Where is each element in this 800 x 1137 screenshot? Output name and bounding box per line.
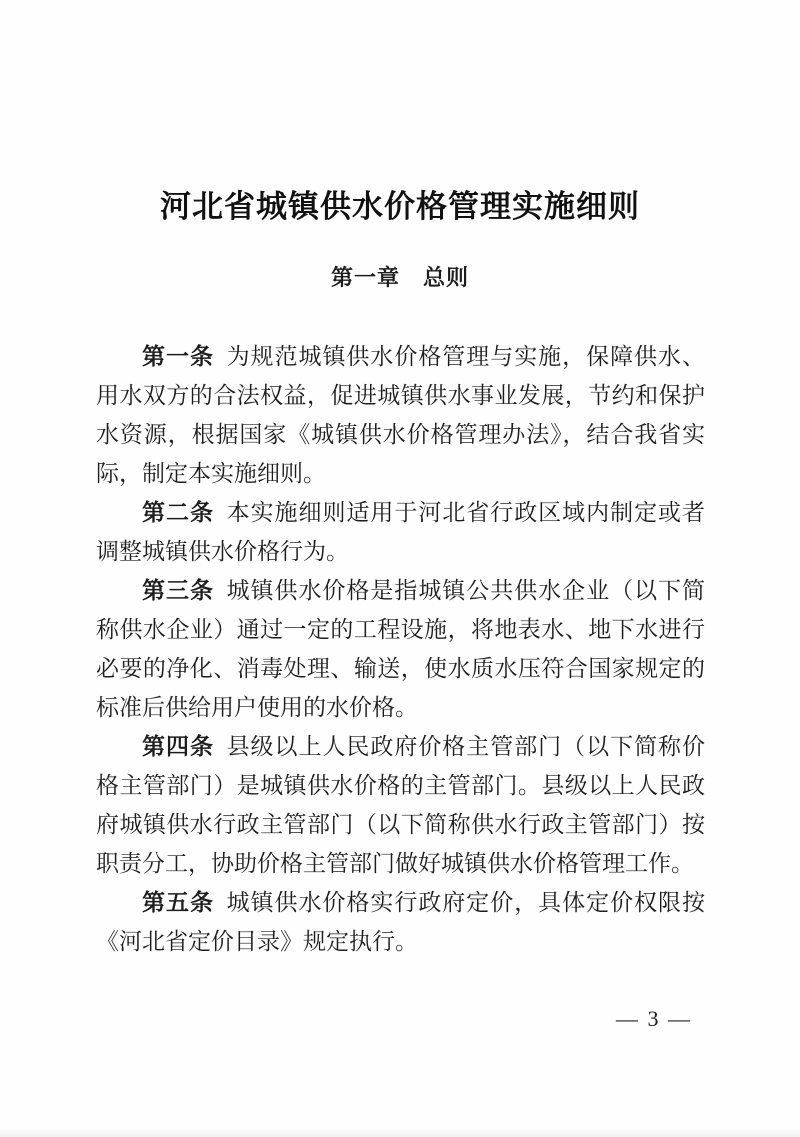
article-label: 第五条	[142, 890, 214, 915]
chapter-heading: 第一章 总则	[330, 265, 469, 290]
article-paragraph	[96, 727, 705, 883]
article-label: 第四条	[142, 734, 214, 759]
article-text: 为规范城镇供水价格管理与实施，保障供水、用水双方的合法权益，促进城镇供水事业发展，节约和保护水资源，根据国家《城镇供水价格管理办法》，结合我省实际，制定本实施细则。	[96, 344, 706, 486]
article-label: 第三条	[142, 578, 214, 603]
article-paragraph	[96, 571, 705, 727]
article-text: 城镇供水价格是指城镇公共供水企业（以下简称供水企业）通过一定的工程设施，将地表水、地下水进行必要的净化、消毒处理、输送，使水质水压符合国家规定的标准后供给用户使用的水价格。	[96, 578, 706, 720]
page-number: — 3 —	[616, 1006, 692, 1031]
scan-edge-shadow	[0, 1128, 800, 1137]
article-text: 县级以上人民政府价格主管部门（以下简称价格主管部门）是城镇供水价格的主管部门。县级以上人民政府城镇供水行政主管部门（以下简称供水行政主管部门）按职责分工，协助价格主管部门做好城镇供水价格管理工作。	[96, 734, 706, 876]
article-paragraph	[96, 883, 705, 961]
document-title: 河北省城镇供水价格管理实施细则	[160, 189, 640, 224]
article-label: 第一条	[142, 344, 214, 369]
article-label: 第二条	[142, 500, 214, 525]
article-paragraph	[96, 337, 705, 493]
article-paragraph	[96, 493, 705, 571]
article-list	[96, 337, 705, 961]
article-text: 本实施细则适用于河北省行政区域内制定或者调整城镇供水价格行为。	[96, 500, 706, 564]
article-text: 城镇供水价格实行政府定价，具体定价权限按《河北省定价目录》规定执行。	[96, 890, 706, 954]
